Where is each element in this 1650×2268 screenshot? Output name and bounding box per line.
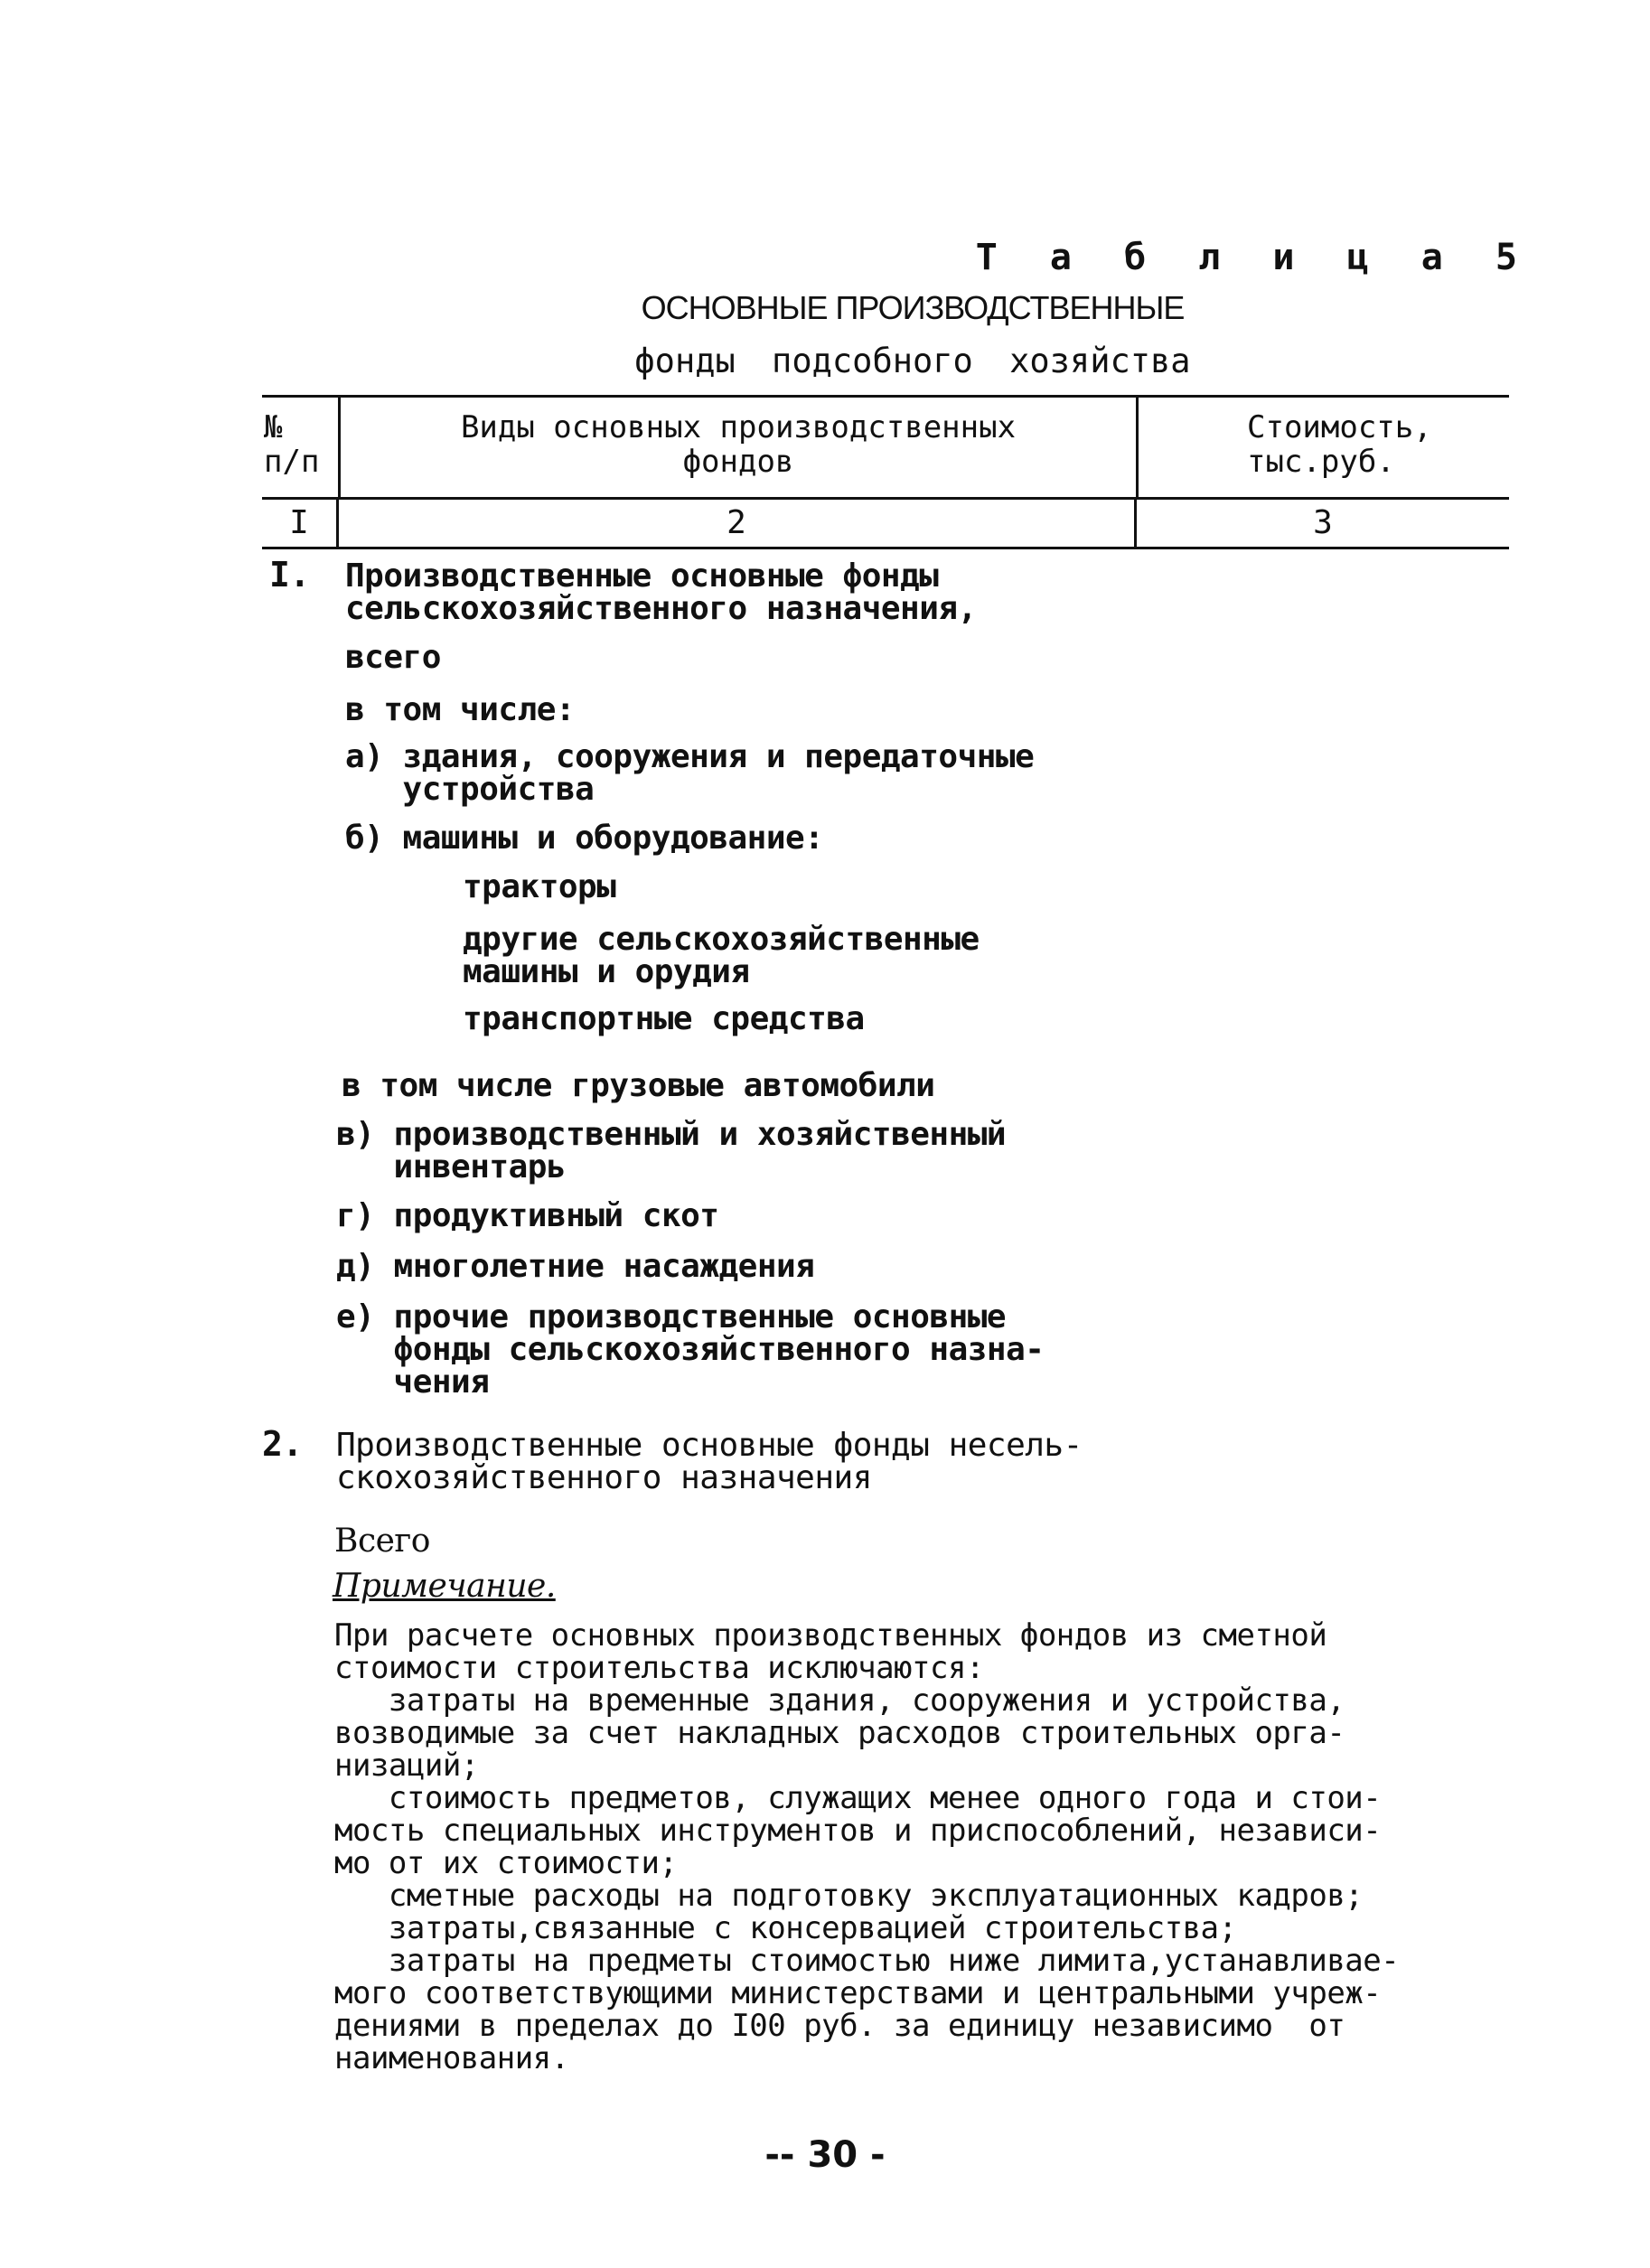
table-title-line1: ОСНОВНЫЕ ПРОИЗВОДСТВЕННЫЕ — [641, 289, 1185, 326]
header-col3-line2: тыс.руб. — [1247, 444, 1395, 480]
header-col2-line1: Виды основных производственных — [460, 409, 1017, 445]
note-title: Примечание. — [333, 1568, 556, 1605]
column-number-2: 2 — [339, 500, 1137, 547]
section-1-including: в том числе: — [345, 691, 576, 728]
table-label: Т а б л и ц а 5 — [975, 237, 1533, 278]
item-b-machines: б) машины и оборудование: — [345, 820, 824, 857]
item-b-trucks: в том числе грузовые автомобили — [342, 1067, 935, 1104]
column-number-3: 3 — [1313, 504, 1333, 541]
item-v-inventory: в) производственный и хозяйственный инвентарь — [336, 1116, 1007, 1186]
table-header-row — [262, 398, 1509, 500]
section-1-total: всего — [345, 639, 441, 676]
header-col3-line1: Стоимость, — [1247, 409, 1432, 445]
item-b-tractors: тракторы — [463, 868, 616, 905]
note-paragraph-3: стоимость предметов, служащих менее одного года и стои- мость специальных инструментов и приспособлений, независи- мо от их стоимости; — [334, 1780, 1382, 1881]
column-number-row — [262, 500, 1509, 547]
item-e-other: е) прочие производственные основные фонды сельскохозяйственного назна- чения — [336, 1298, 1045, 1401]
section-2-number: 2. — [262, 1424, 303, 1464]
note-paragraph-4: сметные расходы на подготовку эксплуатационных кадров; — [334, 1878, 1364, 1914]
note-paragraph-2: затраты на временные здания, сооружения и устройства, возводимые за счет накладных расходов строительных орга- низаций; — [334, 1682, 1345, 1784]
column-number-1: I — [262, 500, 339, 547]
header-col1-line2: п/п — [264, 444, 320, 480]
section-2-total: Всего — [334, 1523, 430, 1560]
table-title-line2: фонды подсобного хозяйства — [634, 342, 1191, 380]
section-2-title: Производственные основные фонды несель- скохозяйственного назначения — [336, 1427, 1083, 1496]
item-b-transport: транспортные средства — [463, 1000, 865, 1037]
header-col1-line1: № — [264, 409, 283, 445]
header-col-cost — [1139, 398, 1509, 497]
header-col2-line2: фондов — [682, 444, 794, 480]
note-paragraph-5: затраты,связанные с консервацией строительства; — [334, 1910, 1237, 1946]
note-paragraph-1: При расчете основных производственных фондов из сметной стоимости строительства исключаются: — [334, 1617, 1327, 1686]
header-col-number — [262, 398, 341, 497]
item-b-other-machines: другие сельскохозяйственные машины и орудия — [463, 921, 980, 990]
item-a-buildings: а) здания, сооружения и передаточные устройства — [345, 738, 1035, 808]
table-header — [262, 395, 1509, 549]
item-d-plantings: д) многолетние насаждения — [336, 1248, 815, 1285]
page-number: -- 30 - — [764, 2134, 886, 2176]
section-1-title: Производственные основные фонды сельскохозяйственного назначения, — [345, 558, 977, 627]
note-paragraph-6: затраты на предметы стоимостью ниже лимита,устанавливае- мого соответствующими министерствами и центральными учреж- дениями в пределах до I00 руб. за единицу независимо от наименования. — [334, 1943, 1400, 2076]
item-g-livestock: г) продуктивный скот — [336, 1197, 719, 1234]
header-col-type — [341, 398, 1139, 497]
section-1-number: I. — [269, 555, 310, 595]
